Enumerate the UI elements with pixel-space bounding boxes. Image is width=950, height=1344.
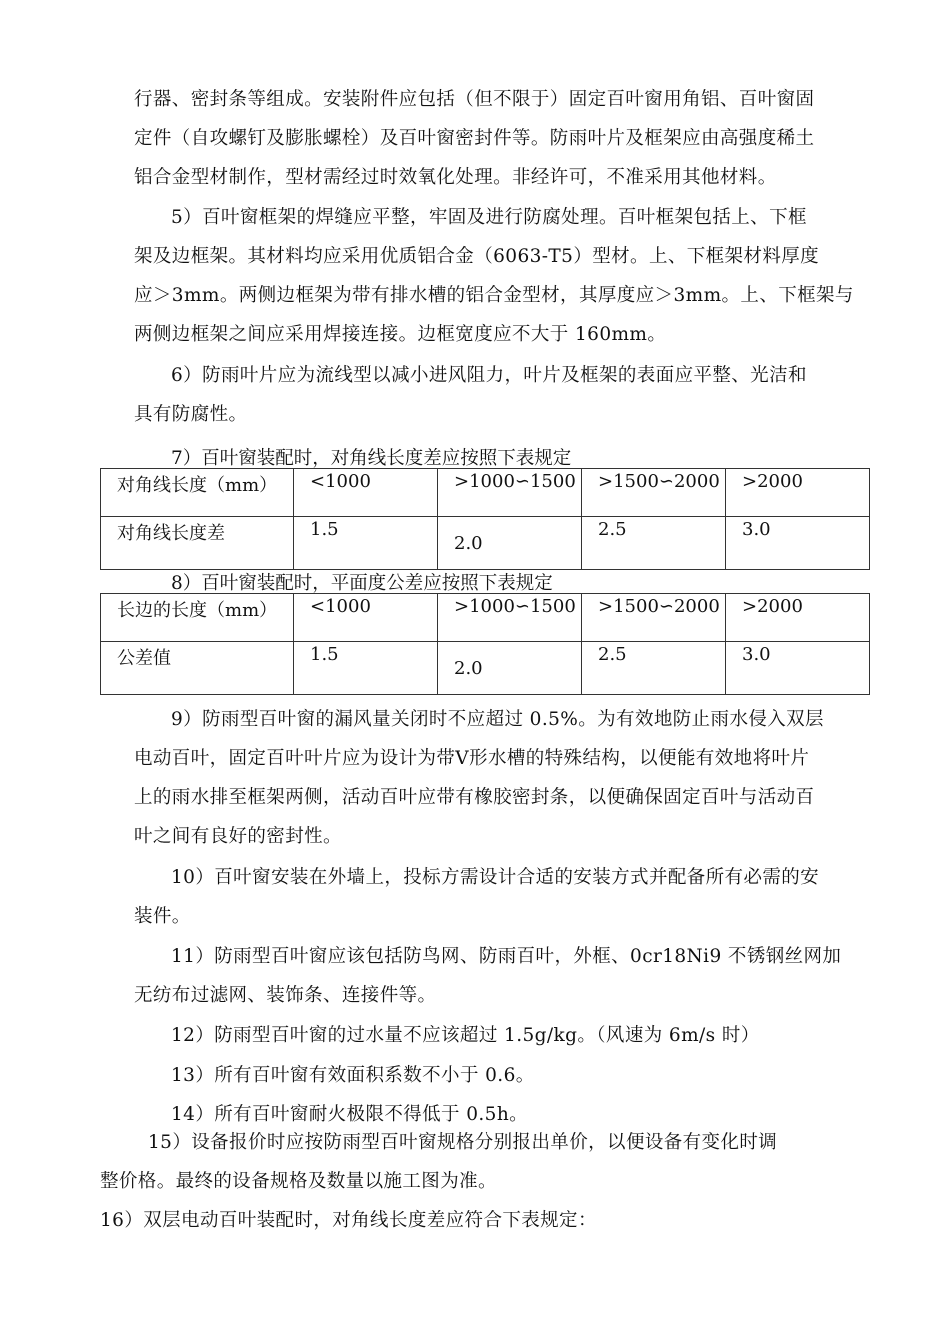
paragraph-5-line-3: 应＞3mm。两侧边框架为带有排水槽的铝合金型材，其厚度应＞3mm。上、下框架与: [134, 285, 854, 306]
paragraph-11-line-2: 无纺布过滤网、装饰条、连接件等。: [134, 985, 437, 1006]
table-cell: >2000: [726, 594, 870, 642]
table-cell: 2.0: [438, 517, 582, 570]
table-cell: 对角线长度差: [101, 517, 294, 570]
paragraph-12: 12）防雨型百叶窗的过水量不应该超过 1.5g/kg。（风速为 6m/s 时）: [171, 1025, 760, 1046]
table-cell: >1000∽1500: [438, 594, 582, 642]
table-cell: 2.5: [582, 642, 726, 695]
paragraph-9-line-4: 叶之间有良好的密封性。: [134, 826, 342, 847]
paragraph-9-line-1: 9）防雨型百叶窗的漏风量关闭时不应超过 0.5%。为有效地防止雨水侵入双层: [171, 709, 824, 730]
table-2-caption: 8）百叶窗装配时，平面度公差应按照下表规定: [171, 573, 553, 594]
table-header-row: [101, 594, 870, 642]
table-cell: 3.0: [726, 642, 870, 695]
paragraph-4-line-2: 定件（自攻螺钉及膨胀螺栓）及百叶窗密封件等。防雨叶片及框架应由高强度稀土: [134, 128, 815, 149]
table-cell: >2000: [726, 469, 870, 517]
paragraph-11-line-1: 11）防雨型百叶窗应该包括防鸟网、防雨百叶，外框、0cr18Ni9 不锈钢丝网加: [171, 946, 842, 967]
paragraph-6-line-2: 具有防腐性。: [134, 404, 248, 425]
table-cell: 1.5: [294, 517, 438, 570]
paragraph-5-line-1: 5）百叶窗框架的焊缝应平整，牢固及进行防腐处理。百叶框架包括上、下框: [171, 207, 807, 228]
table-1-caption: 7）百叶窗装配时，对角线长度差应按照下表规定: [171, 448, 572, 469]
table-header-row: [101, 469, 870, 517]
paragraph-13: 13）所有百叶窗有效面积系数不小于 0.6。: [171, 1065, 535, 1086]
paragraph-14: 14）所有百叶窗耐火极限不得低于 0.5h。: [171, 1104, 529, 1125]
table-cell: 公差值: [101, 642, 294, 695]
paragraph-16: 16）双层电动百叶装配时，对角线长度差应符合下表规定：: [100, 1210, 597, 1231]
table-cell: 长边的长度（mm）: [101, 594, 294, 642]
paragraph-4-line-1: 行器、密封条等组成。安装附件应包括（但不限于）固定百叶窗用角铝、百叶窗固: [134, 89, 815, 110]
table-row: [101, 642, 870, 695]
paragraph-10-line-1: 10）百叶窗安装在外墙上，投标方需设计合适的安装方式并配备所有必需的安: [171, 867, 820, 888]
flatness-tolerance-table: [100, 593, 870, 695]
table-cell: 对角线长度（mm）: [101, 469, 294, 517]
paragraph-15-line-2: 整价格。最终的设备规格及数量以施工图为准。: [100, 1171, 497, 1192]
paragraph-6-line-1: 6）防雨叶片应为流线型以减小进风阻力，叶片及框架的表面应平整、光洁和: [171, 365, 807, 386]
table-cell: 3.0: [726, 517, 870, 570]
table-cell: >1500∽2000: [582, 594, 726, 642]
paragraph-5-line-2: 架及边框架。其材料均应采用优质铝合金（6063-T5）型材。上、下框架材料厚度: [134, 246, 820, 267]
table-cell: >1000∽1500: [438, 469, 582, 517]
diagonal-tolerance-table: [100, 468, 870, 570]
table-row: [101, 517, 870, 570]
paragraph-9-line-3: 上的雨水排至框架两侧，活动百叶应带有橡胶密封条，以便确保固定百叶与活动百: [134, 787, 815, 808]
paragraph-10-line-2: 装件。: [134, 906, 191, 927]
table-cell: 2.5: [582, 517, 726, 570]
table-cell: >1500∽2000: [582, 469, 726, 517]
table-cell: <1000: [294, 594, 438, 642]
paragraph-4-line-3: 铝合金型材制作，型材需经过时效氧化处理。非经许可，不准采用其他材料。: [134, 167, 777, 188]
paragraph-5-line-4: 两侧边框架之间应采用焊接连接。边框宽度应不大于 160mm。: [134, 324, 667, 345]
paragraph-15-line-1: 15）设备报价时应按防雨型百叶窗规格分别报出单价，以便设备有变化时调: [148, 1132, 778, 1153]
table-cell: 2.0: [438, 642, 582, 695]
table-cell: 1.5: [294, 642, 438, 695]
table-cell: <1000: [294, 469, 438, 517]
paragraph-9-line-2: 电动百叶，固定百叶叶片应为设计为带Ⅴ形水槽的特殊结构，以便能有效地将叶片: [134, 748, 810, 769]
